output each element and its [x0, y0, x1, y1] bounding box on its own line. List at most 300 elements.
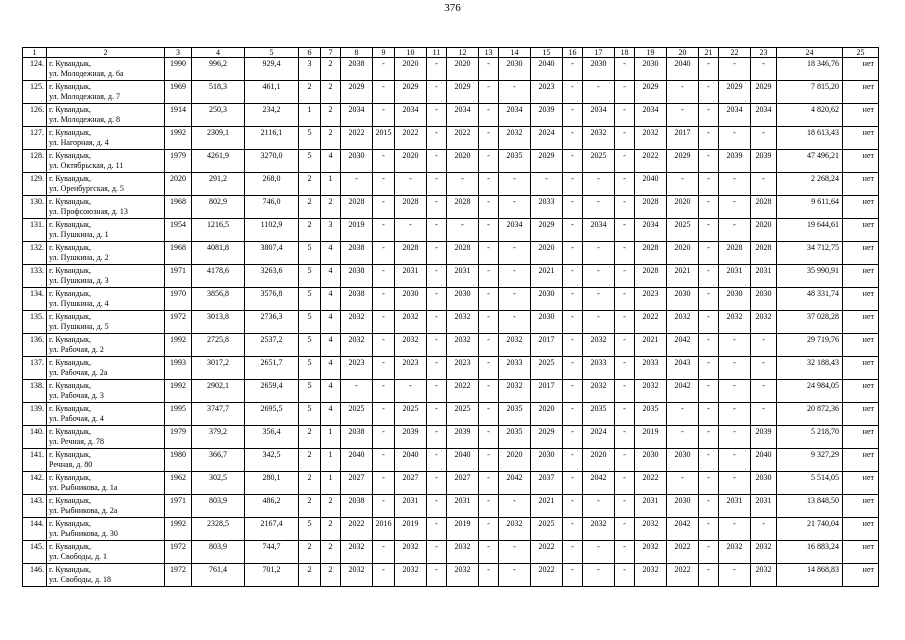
table-row	[23, 380, 879, 403]
cell-c22: -	[719, 58, 751, 81]
cell-year: 1969	[165, 81, 192, 104]
cell-c16: -	[563, 403, 583, 426]
cell-c7: 2	[321, 81, 341, 104]
table-row	[23, 426, 879, 449]
cell-c6: 2	[299, 173, 321, 196]
row-index: 129.	[23, 173, 47, 196]
status-cell: нет	[843, 104, 879, 127]
cell-c19: 2019	[635, 426, 667, 449]
cell-c12: 2032	[447, 311, 479, 334]
cell-c9: -	[373, 288, 395, 311]
address-cell	[47, 150, 165, 173]
cell-c18: -	[615, 58, 635, 81]
address-street: ул. Рыбникова, д. 2а	[49, 506, 118, 515]
cell-c15: 2017	[531, 334, 563, 357]
cell-c23: 2032	[751, 311, 777, 334]
address-city: г. Кувандык,	[49, 496, 91, 505]
cell-c10: 2028	[395, 242, 427, 265]
cell-c10: 2032	[395, 311, 427, 334]
cell-c18: -	[615, 426, 635, 449]
cell-c6: 2	[299, 219, 321, 242]
row-index: 138.	[23, 380, 47, 403]
address-cell	[47, 334, 165, 357]
cell-c18: -	[615, 403, 635, 426]
address-street: ул. Пушкина, д. 4	[49, 299, 109, 308]
cell-c8: 2032	[341, 311, 373, 334]
cell-c14: 2034	[499, 219, 531, 242]
cell-c14: 2042	[499, 472, 531, 495]
column-header: 4	[192, 48, 245, 58]
cell-c7: 1	[321, 426, 341, 449]
address-city: г. Кувандык,	[49, 404, 91, 413]
cell-c22: -	[719, 449, 751, 472]
cost-cell: 35 990,91	[777, 265, 843, 288]
cell-c21: -	[699, 288, 719, 311]
cell-c16: -	[563, 196, 583, 219]
cell-c10: 2025	[395, 403, 427, 426]
cell-c23: 2031	[751, 495, 777, 518]
cell-year: 1971	[165, 495, 192, 518]
address-cell	[47, 104, 165, 127]
cell-c10: -	[395, 173, 427, 196]
column-header: 20	[667, 48, 699, 58]
cell-c10: 2031	[395, 265, 427, 288]
cell-c12: 2020	[447, 150, 479, 173]
cell-c20: -	[667, 472, 699, 495]
row-index: 135.	[23, 311, 47, 334]
cell-c8: 2038	[341, 495, 373, 518]
address-city: г. Кувандык,	[49, 542, 91, 551]
cell-c13: -	[479, 196, 499, 219]
cell-c12: 2039	[447, 426, 479, 449]
cell-c17: 2034	[583, 104, 615, 127]
cell-c15: 2025	[531, 357, 563, 380]
cell-year: 1992	[165, 518, 192, 541]
cell-c6: 5	[299, 242, 321, 265]
cell-c16: -	[563, 449, 583, 472]
cell-c12: -	[447, 173, 479, 196]
cell-c13: -	[479, 219, 499, 242]
cell-c17: 2025	[583, 150, 615, 173]
table-row	[23, 288, 879, 311]
column-header: 5	[245, 48, 299, 58]
cell-c8: 2038	[341, 426, 373, 449]
cell-c15: 2030	[531, 288, 563, 311]
cost-cell: 21 740,04	[777, 518, 843, 541]
cost-cell: 13 848,50	[777, 495, 843, 518]
column-header: 15	[531, 48, 563, 58]
cell-c7: 2	[321, 196, 341, 219]
cell-c7: 2	[321, 541, 341, 564]
cell-c8: 2032	[341, 541, 373, 564]
cell-year: 1992	[165, 127, 192, 150]
column-header: 12	[447, 48, 479, 58]
cell-c20: -	[667, 173, 699, 196]
cell-a2: 746,0	[245, 196, 299, 219]
status-cell: нет	[843, 472, 879, 495]
column-header: 25	[843, 48, 879, 58]
cell-c22: 2034	[719, 104, 751, 127]
cell-c7: 2	[321, 127, 341, 150]
cell-year: 1972	[165, 564, 192, 587]
cell-a1: 291,2	[192, 173, 245, 196]
cell-c12: 2031	[447, 265, 479, 288]
cell-c14: -	[499, 495, 531, 518]
table-row	[23, 173, 879, 196]
cell-c15: 2020	[531, 403, 563, 426]
table-row	[23, 403, 879, 426]
cell-c10: 2029	[395, 81, 427, 104]
table-row	[23, 242, 879, 265]
status-cell: нет	[843, 196, 879, 219]
cell-a2: 701,2	[245, 564, 299, 587]
cell-c16: -	[563, 426, 583, 449]
cell-c19: 2023	[635, 288, 667, 311]
cell-c18: -	[615, 173, 635, 196]
cell-c15: 2040	[531, 58, 563, 81]
address-street: ул. Оренбургская, д. 5	[49, 184, 124, 193]
cell-c22: -	[719, 518, 751, 541]
cell-c19: 2030	[635, 58, 667, 81]
status-cell: нет	[843, 334, 879, 357]
cell-c18: -	[615, 311, 635, 334]
cell-c8: 2023	[341, 357, 373, 380]
cell-c22: 2039	[719, 150, 751, 173]
table-row	[23, 564, 879, 587]
cell-c12: 2029	[447, 81, 479, 104]
cell-c18: -	[615, 127, 635, 150]
cell-c12: 2022	[447, 380, 479, 403]
cell-c8: 2022	[341, 127, 373, 150]
cell-c9: -	[373, 311, 395, 334]
cell-year: 1995	[165, 403, 192, 426]
cell-c8: 2034	[341, 104, 373, 127]
address-city: г. Кувандык,	[49, 197, 91, 206]
cell-c9: -	[373, 265, 395, 288]
address-cell	[47, 518, 165, 541]
cell-c15: -	[531, 173, 563, 196]
cell-a1: 761,4	[192, 564, 245, 587]
cell-c16: -	[563, 495, 583, 518]
cell-c15: 2037	[531, 472, 563, 495]
table-row	[23, 196, 879, 219]
cell-c7: 1	[321, 449, 341, 472]
cell-a2: 3270,0	[245, 150, 299, 173]
cell-c6: 5	[299, 265, 321, 288]
cell-c20: 2030	[667, 449, 699, 472]
cell-c19: 2028	[635, 196, 667, 219]
address-city: г. Кувандык,	[49, 266, 91, 275]
cost-cell: 7 815,20	[777, 81, 843, 104]
cell-c18: -	[615, 334, 635, 357]
status-cell: нет	[843, 495, 879, 518]
cell-c23: 2039	[751, 150, 777, 173]
address-street: ул. Нагорная, д. 4	[49, 138, 109, 147]
cell-c20: -	[667, 403, 699, 426]
table-row	[23, 150, 879, 173]
cell-c10: 2040	[395, 449, 427, 472]
cell-c18: -	[615, 357, 635, 380]
cell-c22: -	[719, 426, 751, 449]
cell-c15: 2029	[531, 219, 563, 242]
cell-c19: 2028	[635, 242, 667, 265]
cell-c20: 2042	[667, 334, 699, 357]
cell-c17: 2032	[583, 334, 615, 357]
status-cell: нет	[843, 173, 879, 196]
cell-a2: 2695,5	[245, 403, 299, 426]
cell-a2: 2736,3	[245, 311, 299, 334]
cell-c17: -	[583, 265, 615, 288]
cell-c23: -	[751, 173, 777, 196]
status-cell: нет	[843, 403, 879, 426]
cell-c10: 2027	[395, 472, 427, 495]
address-cell	[47, 564, 165, 587]
cell-c15: 2030	[531, 311, 563, 334]
cell-c21: -	[699, 219, 719, 242]
cell-c10: 2019	[395, 518, 427, 541]
address-street: ул. Рабочая, д. 4	[49, 414, 104, 423]
cell-c12: 2028	[447, 242, 479, 265]
cell-c16: -	[563, 541, 583, 564]
row-index: 145.	[23, 541, 47, 564]
row-index: 146.	[23, 564, 47, 587]
cell-c20: 2040	[667, 58, 699, 81]
cell-c7: 2	[321, 564, 341, 587]
cell-c23: 2030	[751, 472, 777, 495]
cell-c7: 4	[321, 380, 341, 403]
address-city: г. Кувандык,	[49, 128, 91, 137]
cell-c11: -	[427, 518, 447, 541]
address-cell	[47, 242, 165, 265]
status-cell: нет	[843, 288, 879, 311]
table-row	[23, 265, 879, 288]
column-header: 6	[299, 48, 321, 58]
cell-c15: 2039	[531, 104, 563, 127]
cell-c9: -	[373, 541, 395, 564]
address-street: Речная, д. 80	[49, 460, 93, 469]
cell-c17: 2020	[583, 449, 615, 472]
cell-c12: 2019	[447, 518, 479, 541]
address-street: ул. Рыбникова, д. 30	[49, 529, 118, 538]
cost-cell: 24 984,05	[777, 380, 843, 403]
cell-c18: -	[615, 104, 635, 127]
row-index: 132.	[23, 242, 47, 265]
table-row	[23, 495, 879, 518]
cell-a2: 3807,4	[245, 242, 299, 265]
cell-c17: -	[583, 564, 615, 587]
cell-c19: 2028	[635, 265, 667, 288]
cell-c21: -	[699, 150, 719, 173]
address-cell	[47, 449, 165, 472]
cell-c22: 2030	[719, 288, 751, 311]
cell-c21: -	[699, 564, 719, 587]
cell-c13: -	[479, 495, 499, 518]
status-cell: нет	[843, 518, 879, 541]
cell-c14: -	[499, 311, 531, 334]
cell-c23: 2029	[751, 81, 777, 104]
cell-c15: 2021	[531, 265, 563, 288]
row-index: 133.	[23, 265, 47, 288]
cell-c23: -	[751, 58, 777, 81]
cost-cell: 18 613,43	[777, 127, 843, 150]
cell-a2: 744,7	[245, 541, 299, 564]
table-row	[23, 311, 879, 334]
address-street: ул. Пушкина, д. 5	[49, 322, 109, 331]
cell-c11: -	[427, 357, 447, 380]
cell-c6: 5	[299, 150, 321, 173]
cell-year: 1954	[165, 219, 192, 242]
address-cell	[47, 541, 165, 564]
cell-c21: -	[699, 541, 719, 564]
cell-a2: 268,0	[245, 173, 299, 196]
address-city: г. Кувандык,	[49, 82, 91, 91]
cell-c23: 2032	[751, 564, 777, 587]
cell-c7: 4	[321, 150, 341, 173]
cell-c20: 2020	[667, 196, 699, 219]
cell-c17: 2042	[583, 472, 615, 495]
cost-cell: 37 028,28	[777, 311, 843, 334]
cell-c8: -	[341, 173, 373, 196]
status-cell: нет	[843, 449, 879, 472]
address-city: г. Кувандык,	[49, 450, 91, 459]
address-street: ул. Рабочая, д. 3	[49, 391, 104, 400]
cell-a1: 2725,8	[192, 334, 245, 357]
cell-c15: 2029	[531, 150, 563, 173]
cell-c20: 2032	[667, 311, 699, 334]
cell-c10: 2039	[395, 426, 427, 449]
cost-cell: 2 268,24	[777, 173, 843, 196]
cell-c11: -	[427, 403, 447, 426]
cost-cell: 5 514,05	[777, 472, 843, 495]
cell-c21: -	[699, 403, 719, 426]
cell-c12: 2027	[447, 472, 479, 495]
cost-cell: 19 644,61	[777, 219, 843, 242]
cell-c11: -	[427, 472, 447, 495]
address-cell	[47, 357, 165, 380]
cell-c8: 2019	[341, 219, 373, 242]
cell-c7: 4	[321, 265, 341, 288]
cell-c19: 2040	[635, 173, 667, 196]
status-cell: нет	[843, 357, 879, 380]
cell-year: 2020	[165, 173, 192, 196]
cell-c22: -	[719, 403, 751, 426]
cell-c10: 2023	[395, 357, 427, 380]
cell-c21: -	[699, 127, 719, 150]
address-city: г. Кувандык,	[49, 59, 91, 68]
cell-a2: 3263,6	[245, 265, 299, 288]
cell-c19: 2032	[635, 541, 667, 564]
cell-year: 1980	[165, 449, 192, 472]
cell-c15: 2030	[531, 449, 563, 472]
status-cell: нет	[843, 242, 879, 265]
cell-c9: -	[373, 219, 395, 242]
row-index: 127.	[23, 127, 47, 150]
address-cell	[47, 173, 165, 196]
cell-c22: -	[719, 380, 751, 403]
status-cell: нет	[843, 265, 879, 288]
column-header: 23	[751, 48, 777, 58]
cell-c18: -	[615, 472, 635, 495]
cell-c23: -	[751, 518, 777, 541]
cell-c17: 2034	[583, 219, 615, 242]
cell-c16: -	[563, 311, 583, 334]
cost-cell: 9 327,29	[777, 449, 843, 472]
cell-c6: 5	[299, 518, 321, 541]
address-cell	[47, 81, 165, 104]
cell-c13: -	[479, 311, 499, 334]
cell-c14: 2032	[499, 380, 531, 403]
cell-c17: 2032	[583, 127, 615, 150]
cell-c18: -	[615, 495, 635, 518]
cell-c23: 2020	[751, 219, 777, 242]
cell-c19: 2034	[635, 219, 667, 242]
address-city: г. Кувандык,	[49, 151, 91, 160]
cell-c20: 2022	[667, 564, 699, 587]
cell-c21: -	[699, 495, 719, 518]
address-street: ул. Рабочая, д. 2	[49, 345, 104, 354]
cell-c13: -	[479, 288, 499, 311]
cell-c23: -	[751, 334, 777, 357]
status-cell: нет	[843, 58, 879, 81]
cell-c14: 2035	[499, 150, 531, 173]
cell-c17: 2030	[583, 58, 615, 81]
cell-c9: -	[373, 334, 395, 357]
cell-c18: -	[615, 518, 635, 541]
cell-c13: -	[479, 403, 499, 426]
address-street: ул. Рабочая, д. 2а	[49, 368, 108, 377]
cell-year: 1979	[165, 150, 192, 173]
cell-c13: -	[479, 426, 499, 449]
cell-c20: 2042	[667, 380, 699, 403]
cell-c16: -	[563, 58, 583, 81]
cell-year: 1971	[165, 265, 192, 288]
cell-c9: -	[373, 472, 395, 495]
status-cell: нет	[843, 541, 879, 564]
cell-a1: 1216,5	[192, 219, 245, 242]
column-header: 14	[499, 48, 531, 58]
cell-c20: 2021	[667, 265, 699, 288]
cell-c14: -	[499, 265, 531, 288]
cell-c9: -	[373, 173, 395, 196]
cell-c16: -	[563, 265, 583, 288]
cell-c9: -	[373, 449, 395, 472]
cell-c20: 2017	[667, 127, 699, 150]
cell-c7: 1	[321, 173, 341, 196]
cell-c11: -	[427, 196, 447, 219]
cell-c6: 2	[299, 81, 321, 104]
cell-c21: -	[699, 104, 719, 127]
address-city: г. Кувандык,	[49, 565, 91, 574]
cell-c12: 2025	[447, 403, 479, 426]
row-index: 143.	[23, 495, 47, 518]
address-cell	[47, 403, 165, 426]
cell-c13: -	[479, 265, 499, 288]
cell-c9: 2015	[373, 127, 395, 150]
cell-c7: 4	[321, 288, 341, 311]
status-cell: нет	[843, 380, 879, 403]
cell-c23: 2039	[751, 426, 777, 449]
cell-c8: -	[341, 380, 373, 403]
cell-c10: 2030	[395, 288, 427, 311]
column-header: 9	[373, 48, 395, 58]
cell-a1: 379,2	[192, 426, 245, 449]
cell-c18: -	[615, 196, 635, 219]
cell-c19: 2035	[635, 403, 667, 426]
cell-c11: -	[427, 265, 447, 288]
cell-c19: 2031	[635, 495, 667, 518]
address-cell	[47, 219, 165, 242]
cell-c18: -	[615, 288, 635, 311]
